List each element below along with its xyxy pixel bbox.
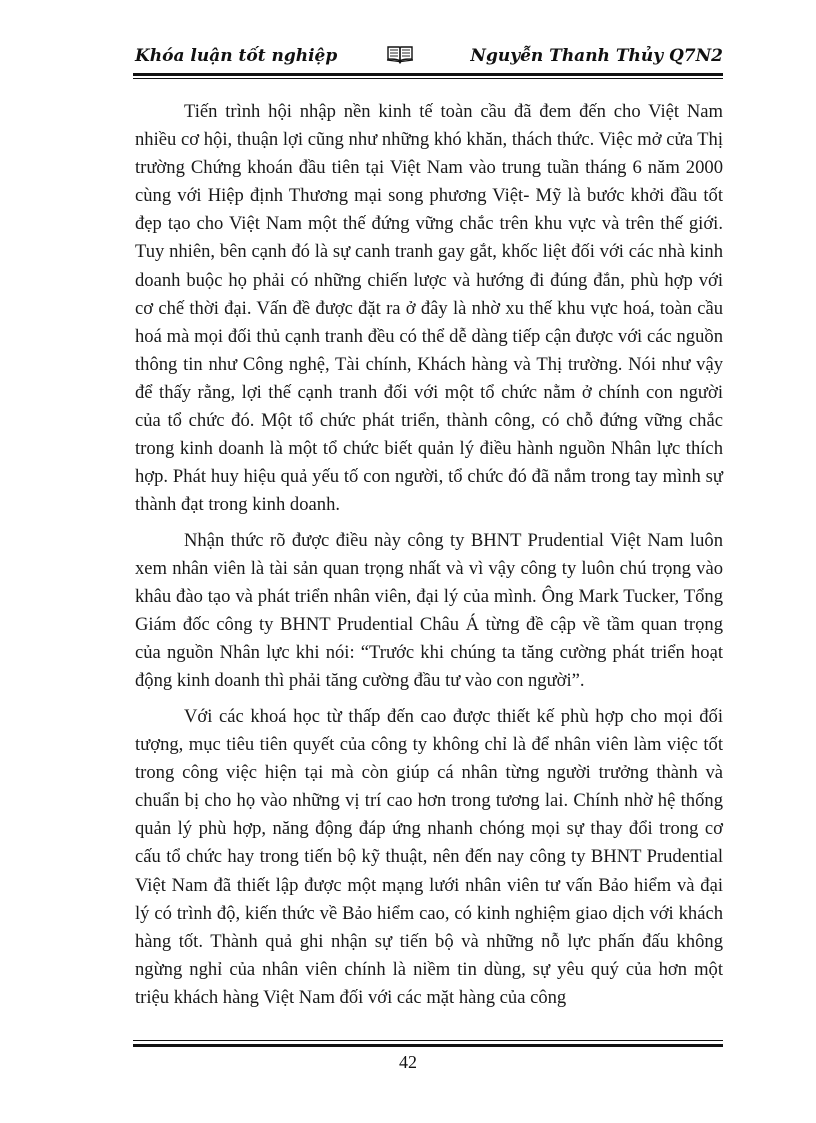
header-title: Khóa luận tốt nghiệp [135, 46, 338, 66]
open-book-icon [386, 44, 414, 64]
page-number: 42 [399, 1052, 417, 1072]
header-author: Nguyễn Thanh Thủy Q7N2 [470, 46, 723, 66]
paragraph: Nhận thức rõ được điều này công ty BHNT Prudential Việt Nam luôn xem nhân viên là tài sản quan trọng nhất và vì vậy công ty luôn chú trọng vào khâu đào tạo và phát triển nhân viên, đại lý của mình. Ông Mark Tucker, Tổng Giám đốc công ty BHNT Prudential Châu Á từng đề cập về tầm quan trọng của nguồn Nhân lực khi nói: “Trước khi chúng ta tăng cường phát triển hoạt động kinh doanh thì phải tăng cường đầu tư vào con người”. [135, 529, 723, 692]
body-text [135, 98, 723, 1020]
page-header [135, 44, 723, 76]
paragraph: Với các khoá học từ thấp đến cao được thiết kế phù hợp cho mọi đối tượng, mục tiêu tiên quyết của công ty không chỉ là để nhân viên làm việc tốt trong công việc hiện tại mà còn giúp cá nhân từng người trưởng thành và chuẩn bị cho họ vào những vị trí cao hơn trong tương lai. Chính nhờ hệ thống quản lý phù hợp, năng động đáp ứng nhanh chóng mọi sự thay đổi trong cơ cấu tổ chức hay trong tiến bộ kỹ thuật, nên đến nay công ty BHNT Prudential Việt Nam đã thiết lập được một mạng lưới nhân viên tư vấn Bảo hiểm và đại lý có trình độ, kiến thức về Bảo hiểm cao, có kinh nghiệm giao dịch với khách hàng tốt. Thành quả ghi nhận sự tiến bộ và những nỗ lực phấn đấu không ngừng nghỉ của nhân viên chính là niềm tin dùng, sự yêu quý của hơn một triệu khách hàng Việt Nam đối với các mặt hàng của công [135, 705, 723, 1008]
footer-divider-thin [133, 1040, 723, 1041]
header-divider-thin [133, 78, 723, 79]
header-divider-thick [133, 73, 723, 76]
paragraph: Tiến trình hội nhập nền kinh tế toàn cầu đã đem đến cho Việt Nam nhiều cơ hội, thuận lợi cũng như những khó khăn, thách thức. Việc mở cửa Thị trường Chứng khoán đầu tiên tại Việt Nam vào trung tuần tháng 6 năm 2000 cùng với Hiệp định Thương mại song phương Việt- Mỹ là bước khởi đầu tốt đẹp tạo cho Việt Nam một thế đứng vững chắc trên khu vực và trên thế giới. Tuy nhiên, bên cạnh đó là sự canh tranh gay gắt, khốc liệt đối với các nhà kinh doanh buộc họ phải có những chiến lược và hướng đi đúng đắn, phù hợp với cơ chế thời đại. Vấn đề được đặt ra ở đây là nhờ xu thế khu vực hoá, toàn cầu hoá mà mọi đối thủ cạnh tranh đều có thể dễ dàng tiếp cận được với các nguồn thông tin như Công nghệ, Tài chính, Khách hàng và Thị trường. Nói như vậy để thấy rằng, lợi thế cạnh tranh đối với một tổ chức nằm ở chính con người của tổ chức đó. Một tổ chức phát triển, thành công, có chỗ đứng vững chắc trong kinh doanh là một tổ chức biết quản lý điều hành nguồn Nhân lực thích hợp. Phát huy hiệu quả yếu tố con người, tổ chức đó đã nắm trong tay mình sự thành đạt trong kinh doanh. [135, 101, 723, 516]
footer-divider-thick [133, 1044, 723, 1047]
